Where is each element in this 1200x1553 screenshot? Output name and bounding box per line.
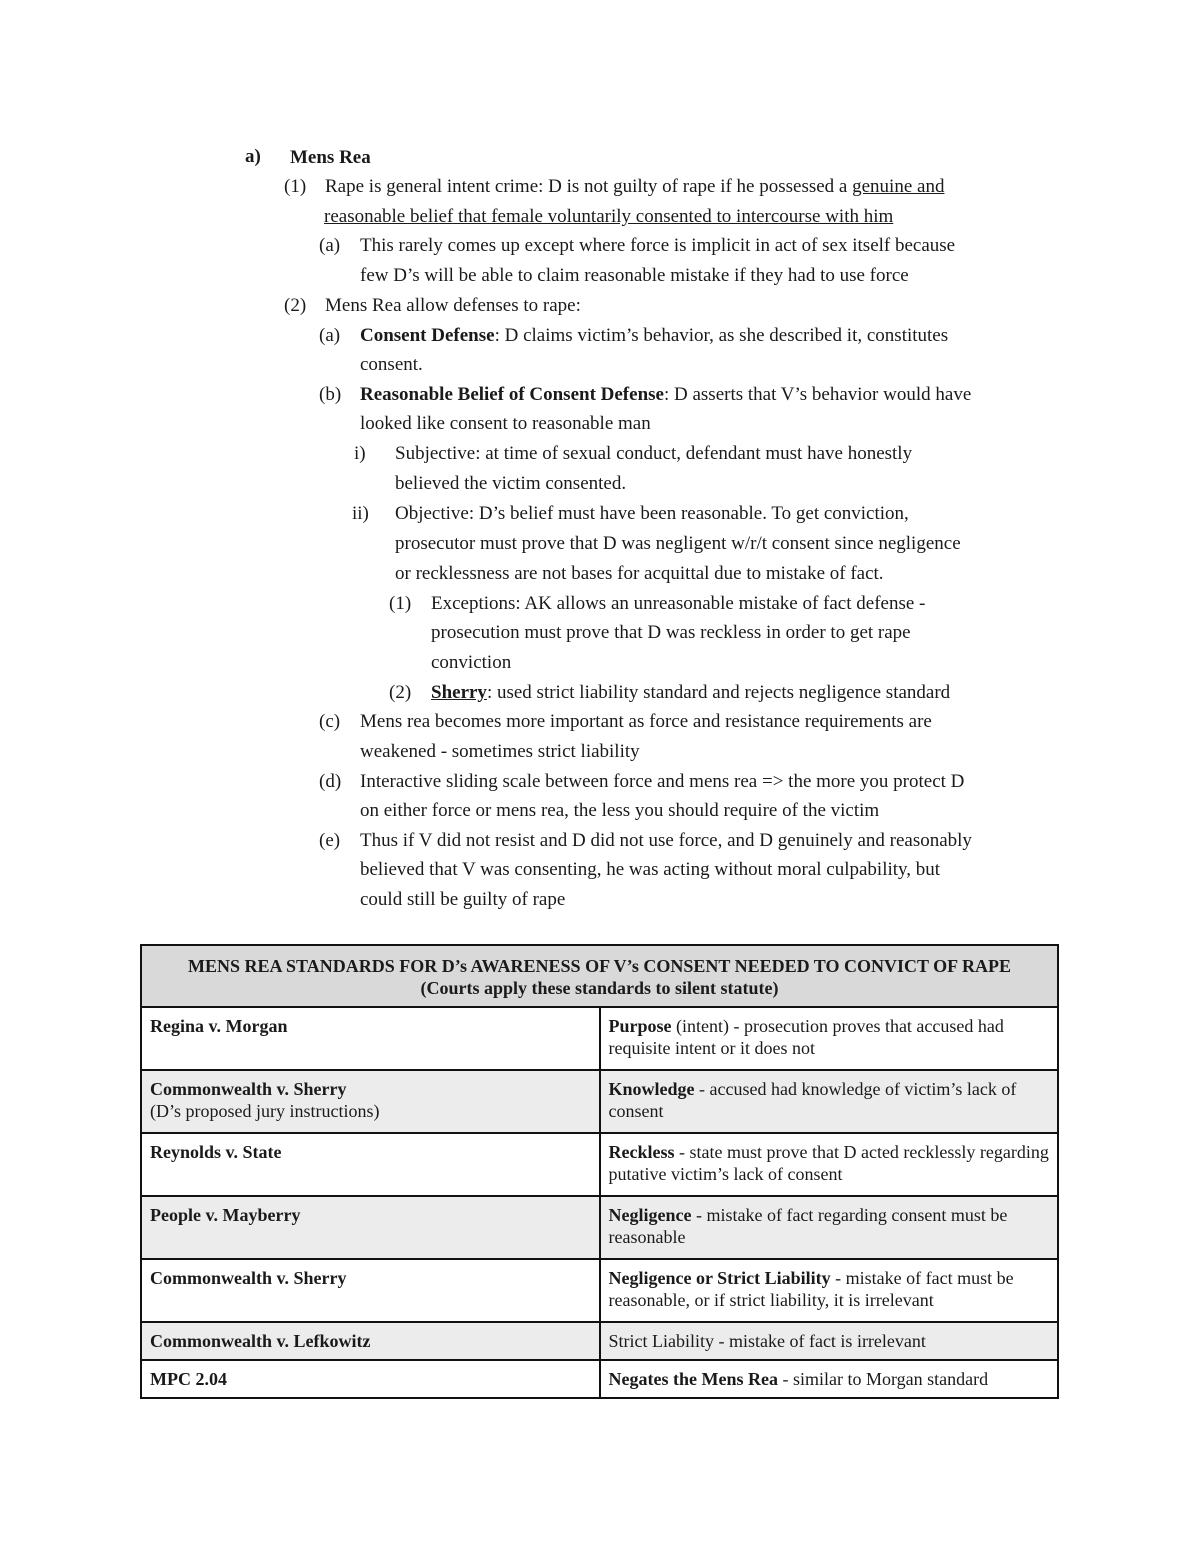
case-cell	[141, 1007, 600, 1070]
outline-number: (2)	[284, 295, 307, 316]
outline-text: Interactive sliding scale between force and mens rea => the more you protect D	[360, 771, 965, 792]
outline-text: Mens rea becomes more important as force and resistance requirements are	[360, 711, 932, 732]
text-segment: : D claims victim’s behavior, as she described it, constitutes	[494, 325, 949, 346]
standard-cell	[600, 1322, 1059, 1360]
standard-text: - mistake of fact regarding consent must be reasonable	[608, 1205, 1008, 1247]
outline-text: weakened - sometimes strict liability	[360, 741, 640, 762]
standard-text: Strict Liability - mistake of fact is irrelevant	[608, 1331, 926, 1351]
outline-text	[325, 175, 944, 199]
outline-text	[360, 383, 971, 407]
case-name: Commonwealth v. Sherry	[150, 1268, 347, 1288]
outline-text: looked like consent to reasonable man	[360, 413, 651, 434]
outline-text: Thus if V did not resist and D did not use force, and D genuinely and reasonably	[360, 830, 972, 851]
outline-text: prosecution must prove that D was reckless in order to get rape	[431, 622, 911, 643]
outline-number: (e)	[319, 830, 341, 851]
outline-number: (c)	[319, 711, 341, 732]
table-header-cell	[141, 945, 1058, 1007]
text-segment: : used strict liability standard and rejects negligence standard	[486, 682, 951, 703]
table-row	[141, 1259, 1058, 1322]
underlined-text: genuine and	[852, 176, 945, 197]
table-row	[141, 1360, 1058, 1398]
case-name: Sherry	[431, 682, 487, 703]
standard-cell	[600, 1007, 1059, 1070]
standard-cell	[600, 1133, 1059, 1196]
bold-term: Consent Defense	[360, 325, 495, 346]
standard-name: Knowledge	[608, 1079, 695, 1099]
standard-name: Reckless	[608, 1142, 675, 1162]
underlined-text: reasonable belief that female voluntarily consented to intercourse with him	[324, 206, 894, 227]
standard-cell	[600, 1196, 1059, 1259]
standard-text: (intent) - prosecution proves that accused had requisite intent or it does not	[608, 1016, 1004, 1058]
outline-text: Mens Rea allow defenses to rape:	[325, 295, 581, 316]
table-title: MENS REA STANDARDS FOR D’s AWARENESS OF V’s CONSENT NEEDED TO CONVICT OF RAPE	[188, 956, 1011, 976]
bold-term: Reasonable Belief of Consent Defense	[360, 384, 664, 405]
case-name: Reynolds v. State	[150, 1142, 282, 1162]
case-name: Commonwealth v. Lefkowitz	[150, 1331, 371, 1351]
section-marker: a)	[245, 146, 261, 167]
outline-number: i)	[354, 443, 366, 464]
standard-text: - similar to Morgan standard	[777, 1369, 989, 1389]
case-name: People v. Mayberry	[150, 1205, 301, 1225]
outline-text	[360, 324, 948, 348]
case-cell	[141, 1259, 600, 1322]
outline-text: few D’s will be able to claim reasonable mistake if they had to use force	[360, 265, 909, 286]
outline-text: This rarely comes up except where force is implicit in act of sex itself because	[360, 235, 956, 256]
case-cell	[141, 1196, 600, 1259]
text-segment: Rape is general intent crime: D is not guilty of rape if he possessed a	[325, 176, 853, 197]
outline-text: prosecutor must prove that D was negligent w/r/t consent since negligence	[395, 533, 961, 554]
case-note: (D’s proposed jury instructions)	[150, 1101, 380, 1121]
standard-text: - state must prove that D acted recklessly regarding putative victim’s lack of consent	[608, 1142, 1049, 1184]
standard-text: - accused had knowledge of victim’s lack of consent	[608, 1079, 1017, 1121]
outline-text: or recklessness are not bases for acquittal due to mistake of fact.	[395, 563, 884, 584]
outline-text: believed the victim consented.	[395, 473, 627, 494]
text-segment: : D asserts that V’s behavior would have	[663, 384, 972, 405]
standard-cell	[600, 1360, 1059, 1398]
case-name: MPC 2.04	[150, 1369, 227, 1389]
section-title: Mens Rea	[290, 147, 371, 168]
standard-name: Purpose	[608, 1016, 672, 1036]
table-subtitle: (Courts apply these standards to silent statute)	[420, 978, 779, 998]
outline-text: on either force or mens rea, the less you should require of the victim	[360, 800, 880, 821]
table-header-row	[141, 945, 1058, 1007]
outline-text: Subjective: at time of sexual conduct, defendant must have honestly	[395, 443, 913, 464]
outline-text: Exceptions: AK allows an unreasonable mistake of fact defense -	[431, 593, 926, 614]
standard-cell	[600, 1070, 1059, 1133]
case-cell	[141, 1360, 600, 1398]
standard-cell	[600, 1259, 1059, 1322]
outline-number: (d)	[319, 771, 342, 792]
outline-text: Objective: D’s belief must have been reasonable. To get conviction,	[395, 503, 909, 524]
table-row	[141, 1322, 1058, 1360]
table-row	[141, 1133, 1058, 1196]
table-row	[141, 1007, 1058, 1070]
outline-number: (1)	[389, 593, 412, 614]
table-row	[141, 1196, 1058, 1259]
outline-number: (1)	[284, 176, 307, 197]
outline-number: (2)	[389, 682, 412, 703]
standard-text: - mistake of fact must be reasonable, or if strict liability, it is irrelevant	[608, 1268, 1014, 1310]
case-cell	[141, 1070, 600, 1133]
standard-name: Negates the Mens Rea	[608, 1369, 778, 1389]
case-cell	[141, 1322, 600, 1360]
standard-name: Negligence or Strict Liability	[608, 1268, 831, 1288]
outline-text: could still be guilty of rape	[360, 889, 566, 910]
outline-number: ii)	[352, 503, 369, 524]
outline-number: (a)	[319, 325, 341, 346]
standard-name: Negligence	[608, 1205, 692, 1225]
outline-number: (b)	[319, 384, 342, 405]
outline-text: believed that V was consenting, he was acting without moral culpability, but	[360, 859, 941, 880]
outline-number: (a)	[319, 235, 341, 256]
outline-text: consent.	[360, 354, 423, 375]
table-row	[141, 1070, 1058, 1133]
case-name: Regina v. Morgan	[150, 1016, 288, 1036]
case-name: Commonwealth v. Sherry	[150, 1079, 347, 1099]
mens-rea-table	[140, 944, 1059, 1399]
case-cell	[141, 1133, 600, 1196]
outline-text	[431, 681, 950, 705]
outline-text: conviction	[431, 652, 512, 673]
